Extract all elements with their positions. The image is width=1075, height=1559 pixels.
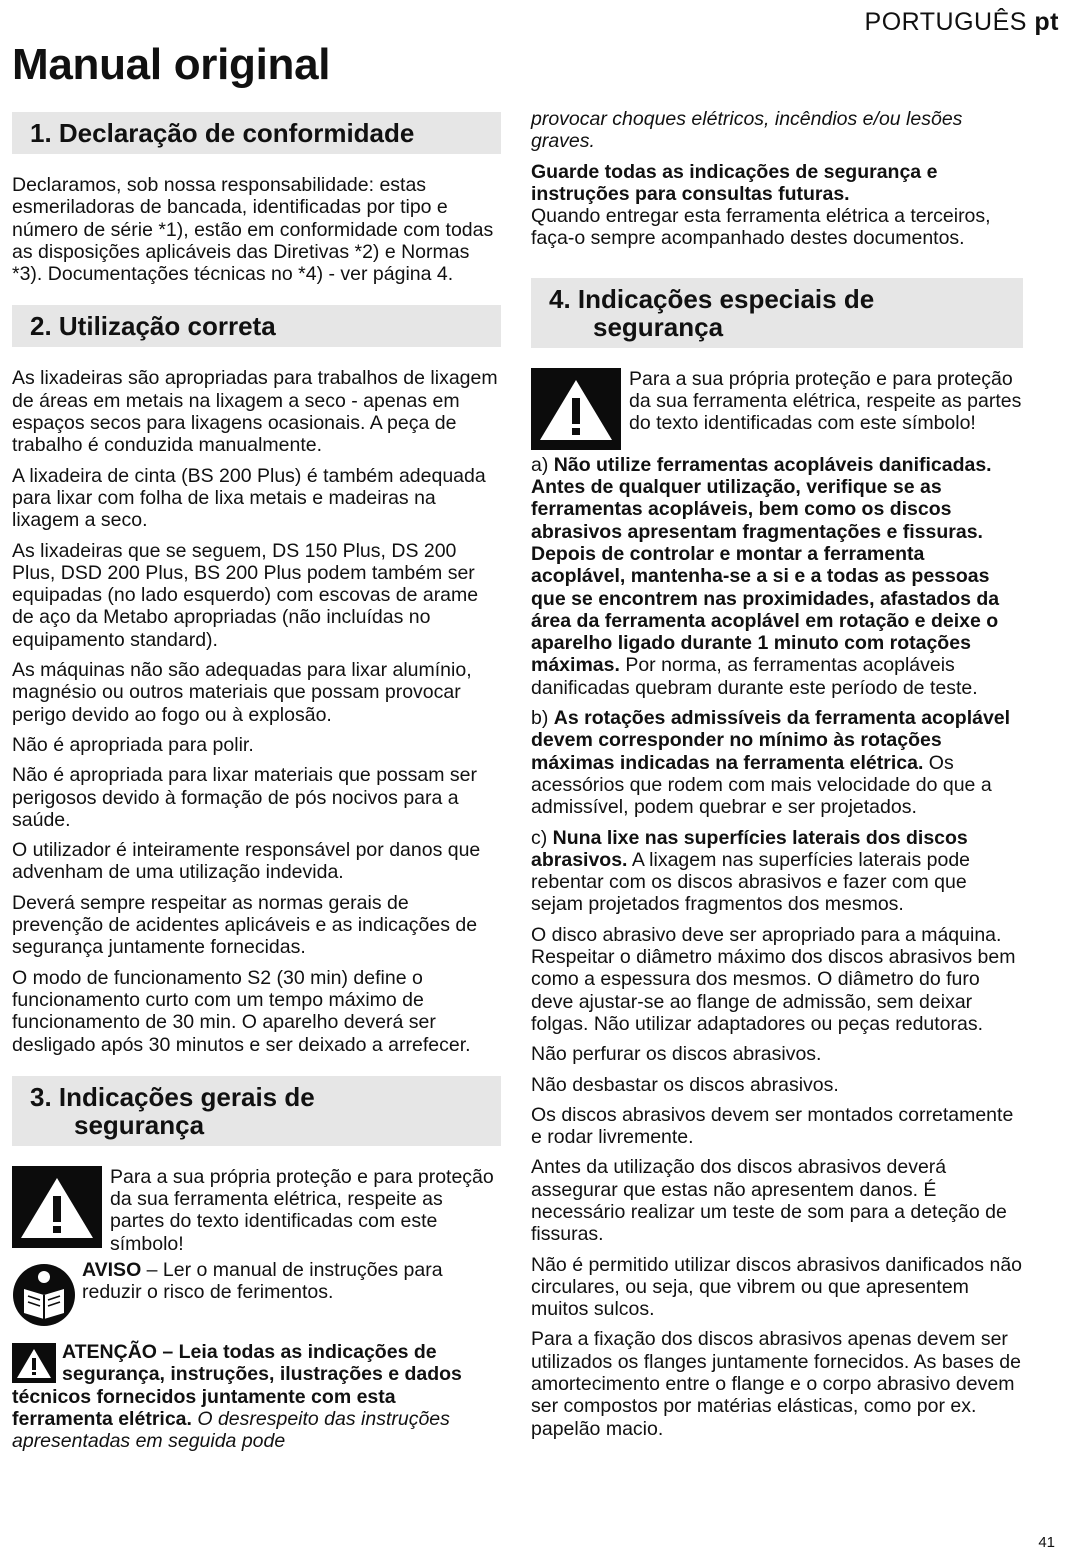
page-number: 41 (1038, 1534, 1055, 1551)
item-a-text: Por norma, as ferramentas acopláveis danificadas quebram durante este período de teste. (531, 654, 978, 699)
section-3-heading (12, 1076, 501, 1146)
section-2-paragraph-3: As lixadeiras que se seguem, DS 150 Plus, DS 200 Plus, DSD 200 Plus, BS 200 Plus podem também ser equipadas (no lado esquerdo) com escovas de arame de aço da Metabo apropriadas (não incluídas no equipamento standard). (12, 539, 479, 651)
page-title: Manual original (12, 40, 331, 89)
right-column (531, 108, 1023, 1448)
section-2-paragraph-8: Deverá sempre respeitar as normas gerais de prevenção de acidentes aplicáveis e as indicações de segurança juntamente fornecidas. (12, 891, 478, 959)
item-c-paragraph (531, 827, 1023, 916)
section-4-heading-line-1: 4. Indicações especiais de (549, 283, 875, 314)
language-header (865, 8, 1059, 37)
item-b-bold: As rotações admissíveis da ferramenta acoplável devem corresponder no mínimo às rotações máximas indicadas na ferramenta elétrica. (531, 707, 1011, 774)
language-code: pt (1034, 8, 1059, 36)
item-a-prefix: a) (531, 453, 554, 476)
section-2-heading: 2. Utilização correta (12, 305, 501, 347)
safety-symbol-block (12, 1166, 501, 1255)
item-a-paragraph (531, 454, 1023, 699)
handover-paragraph: Quando entregar esta ferramenta elétrica a terceiros, faça-o sempre acompanhado destes documentos. (531, 205, 991, 250)
read-manual-icon (12, 1263, 76, 1327)
section-3-heading-line-1: 3. Indicações gerais de (30, 1081, 315, 1112)
warning-triangle-icon (12, 1166, 102, 1248)
atencao-bold: ATENÇÃO – Leia todas as indicações de segurança, instruções, ilustrações e dados técnicos fornecidos juntamente com esta ferramenta elétrica. (12, 1340, 462, 1430)
safety-symbol-text: Para a sua própria proteção e para proteção da sua ferramenta elétrica, respeite as partes do texto identificadas com este símbolo! (110, 1165, 494, 1255)
section-2-paragraph-7: O utilizador é inteiramente responsável por danos que advenham de uma utilização indevida. (12, 839, 481, 884)
aviso-label: AVISO (82, 1258, 142, 1281)
warning-triangle-icon (531, 368, 621, 450)
keep-instructions-paragraph (531, 161, 1023, 206)
section-2-paragraph-6: Não é apropriada para lixar materiais que possam ser perigosos devido à formação de pós nocivos para a saúde. (12, 764, 477, 831)
item-a-bold: Não utilize ferramentas acopláveis danificadas. Antes de qualquer utilização, verifique se as ferramentas acopláveis, bem como os discos abrasivos apresentam fragmentações e fissuras. Depois de controlar e montar a ferramenta acoplável, mantenha-se a si e a todas as pessoas que se encontrem nas proximidades, afastados da área da ferramenta acoplável em rotação e deixe o aparelho ligado durante 1 minuto com rotações máximas. (531, 453, 1000, 677)
section-2-paragraph-2: A lixadeira de cinta (BS 200 Plus) é também adequada para lixar com folha de lixa metais e madeiras na lixagem a seco. (12, 464, 486, 532)
section-1-body: Declaramos, sob nossa responsabilidade: estas esmeriladoras de bancada, identificadas por tipo e número de série *1), estão em conformidade com todas as disposições aplicáveis das Diretivas *2) e Normas *3). Documentações técnicas no *4) - ver página 4. (12, 174, 494, 286)
keep-instructions-bold: Guarde todas as indicações de segurança e instruções para consultas futuras. (531, 160, 938, 205)
item-c-text: A lixagem nas superfícies laterais pode rebentar com os discos abrasivos e fazer com que sejam projetados fragmentos dos mesmos. (531, 848, 971, 916)
special-safety-symbol-block (531, 368, 1023, 450)
section-4-paragraph-2: Não perfurar os discos abrasivos. (531, 1043, 822, 1066)
section-2-paragraph-4: As máquinas não são adequadas para lixar alumínio, magnésio ou outros materiais que possam provocar perigo devido ao fogo ou à explosão. (12, 659, 472, 726)
language-label: PORTUGUÊS (864, 8, 1027, 36)
section-1-heading: 1. Declaração de conformidade (12, 112, 501, 154)
section-4-paragraph-6: Não é permitido utilizar discos abrasivos danificados não circulares, ou seja, que vibrem ou que apresentem muitos sulcos. (531, 1253, 1023, 1321)
item-c-bold: Nuna lixe nas superfícies laterais dos discos abrasivos. (531, 826, 968, 871)
section-4-heading-line-2: segurança (593, 311, 724, 342)
small-warning-triangle-icon (12, 1343, 56, 1383)
section-2-paragraph-5: Não é apropriada para polir. (12, 733, 254, 756)
read-manual-block (12, 1259, 501, 1327)
section-2-paragraph-1: As lixadeiras são apropriadas para trabalhos de lixagem de áreas em metais na lixagem a seco - apenas em espaços secos para lixagens ocasionais. A peça de trabalho é conduzida manualmente. (12, 367, 498, 457)
section-2-paragraph-9: O modo de funcionamento S2 (30 min) define o funcionamento curto com um tempo máximo de funcionamento de 30 min. O aparelho deverá ser desligado após 30 minutos e ser deixado a arrefecer. (12, 966, 471, 1056)
section-4-paragraph-4: Os discos abrasivos devem ser montados corretamente e rodar livremente. (531, 1103, 1014, 1149)
section-4-paragraph-3: Não desbastar os discos abrasivos. (531, 1073, 839, 1096)
section-4-heading (531, 278, 1023, 348)
section-3-continued-italic: provocar choques elétricos, incêndios e/ou lesões graves. (531, 108, 963, 153)
aviso-text: – Ler o manual de instruções para reduzir o risco de ferimentos. (82, 1258, 443, 1304)
section-4-paragraph-7: Para a fixação dos discos abrasivos apenas devem ser utilizados os flanges juntamente fornecidos. As bases de amortecimento entre o flange e o corpo abrasivo devem ser compostos por matérias elásticas, como por ex. papelão macio. (531, 1328, 1021, 1440)
item-b-text: Os acessórios que rodem com mais velocidade do que a admissível, podem quebrar e ser projetados. (531, 751, 992, 819)
section-3-continued (531, 108, 1023, 153)
section-3-heading-line-2: segurança (74, 1109, 205, 1140)
special-safety-symbol-text: Para a sua própria proteção e para proteção da sua ferramenta elétrica, respeite as partes do texto identificadas com este símbolo! (629, 367, 1022, 435)
left-column (12, 112, 501, 1460)
item-b-paragraph (531, 707, 1023, 818)
aviso-paragraph (82, 1259, 501, 1304)
atencao-paragraph (12, 1341, 501, 1452)
section-4-paragraph-5: Antes da utilização dos discos abrasivos deverá assegurar que estas não apresentem danos. É necessário realizar um teste de som para a deteção de fissuras. (531, 1156, 1007, 1246)
section-4-paragraph-1: O disco abrasivo deve ser apropriado para a máquina. Respeitar o diâmetro máximo dos discos abrasivos bem como a espessura dos mesmos. O diâmetro do furo deve ajustar-se ao flange de admissão, sem deixar folgas. Não utilizar adaptadores ou peças redutoras. (531, 923, 1016, 1035)
item-c-prefix: c) (531, 826, 553, 849)
atencao-italic: O desrespeito das instruções apresentadas em seguida pode (12, 1407, 450, 1453)
item-b-prefix: b) (531, 707, 554, 730)
